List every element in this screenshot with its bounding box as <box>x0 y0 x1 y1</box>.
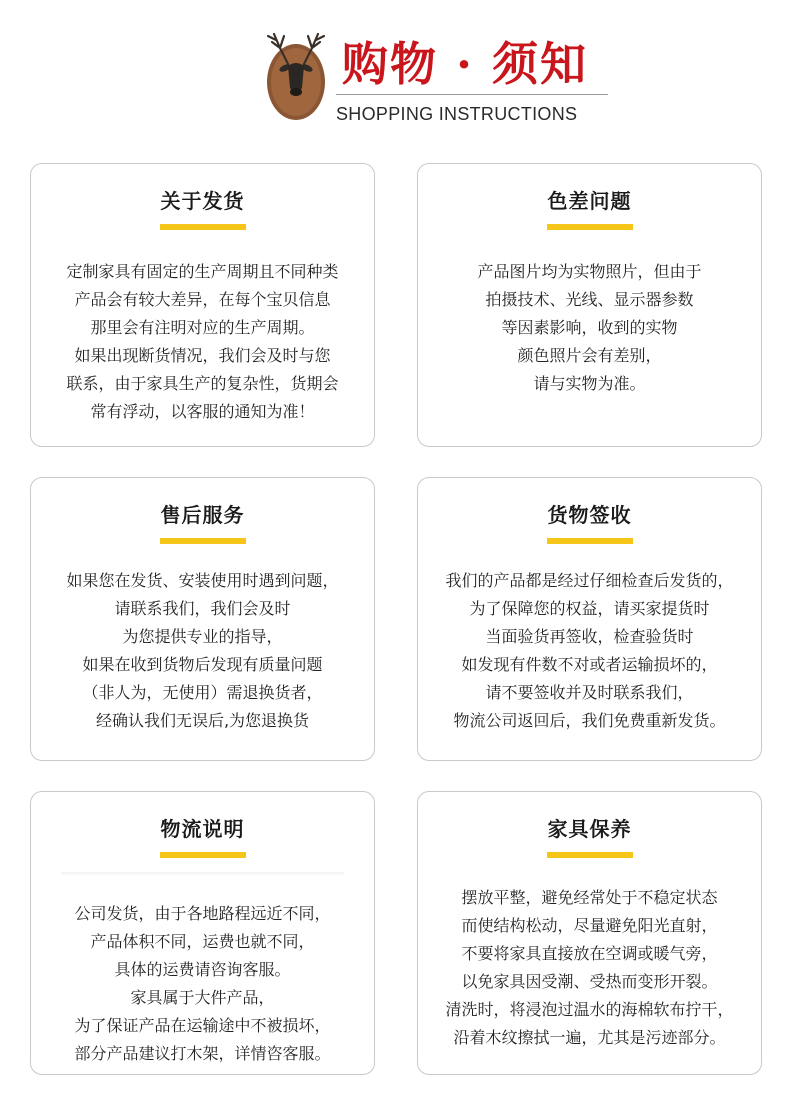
card-title-underline <box>160 852 246 858</box>
card-text-line: 颜色照片会有差别， <box>517 346 662 365</box>
card-title: 家具保养 <box>547 817 632 841</box>
card-text-line: 请不要签收并及时联系我们， <box>485 683 694 702</box>
card-text-line: （非人为，无使用）需退换货者， <box>82 683 323 702</box>
card-body <box>418 258 761 398</box>
card-text-line: 常有浮动，以客服的通知为准！ <box>90 402 315 421</box>
card-text-line: 如果在收到货物后发现有质量问题 <box>82 655 323 674</box>
card-text-line: 如果您在发货、安装使用时遇到问题， <box>66 571 339 590</box>
card-text-line: 那里会有注明对应的生产周期。 <box>90 318 315 337</box>
card-body <box>31 567 374 735</box>
card-body <box>418 884 761 1052</box>
card-shipping <box>30 163 375 447</box>
card-body <box>31 258 374 426</box>
card-after-sales <box>30 477 375 761</box>
card-text-line: 如果出现断货情况，我们会及时与您 <box>74 346 331 365</box>
card-furniture-care <box>417 791 762 1075</box>
card-text-line: 而使结构松动，尽量避免阳光直射， <box>461 916 718 935</box>
card-text-line: 请与实物为准。 <box>533 374 646 393</box>
card-title: 色差问题 <box>547 189 632 213</box>
card-text-line: 为了保障您的权益，请买家提货时 <box>469 599 710 618</box>
card-body <box>31 900 374 1068</box>
card-text-line: 经确认我们无误后,为您退换货 <box>95 711 310 730</box>
card-text-line: 产品体积不同，运费也就不同， <box>90 932 315 951</box>
card-delivery-signoff <box>417 477 762 761</box>
card-text-line: 如发现有件数不对或者运输损坏的， <box>461 655 718 674</box>
card-text-line: 定制家具有固定的生产周期且不同种类 <box>66 262 339 281</box>
card-text-line: 不要将家具直接放在空调或暖气旁， <box>461 944 718 963</box>
card-text-line: 部分产品建议打木架，详情咨客服。 <box>74 1044 331 1063</box>
card-title: 售后服务 <box>160 503 245 527</box>
card-text-line: 产品图片均为实物照片，但由于 <box>477 262 702 281</box>
card-text-line: 等因素影响，收到的实物 <box>501 318 678 337</box>
card-text-line: 摆放平整，避免经常处于不稳定状态 <box>461 888 718 907</box>
card-title-underline <box>160 538 246 544</box>
card-text-line: 清洗时，将浸泡过温水的海棉软布拧干， <box>445 1000 734 1019</box>
card-text-line: 公司发货，由于各地路程远近不同， <box>74 904 331 923</box>
card-text-line: 我们的产品都是经过仔细检查后发货的， <box>445 571 734 590</box>
card-text-line: 物流公司返回后，我们免费重新发货。 <box>453 711 726 730</box>
card-title-underline <box>547 224 633 230</box>
card-text-line: 产品会有较大差异，在每个宝贝信息 <box>74 290 331 309</box>
deer-head-trophy-icon <box>258 14 334 126</box>
card-title-underline <box>547 538 633 544</box>
page-title: 购物 · 须知 <box>342 37 589 91</box>
card-text-line: 具体的运费请咨询客服。 <box>114 960 291 979</box>
card-title-underline <box>547 852 633 858</box>
title-divider <box>336 94 608 95</box>
card-text-line: 拍摄技术、光线、显示器参数 <box>485 290 694 309</box>
card-text-line: 为您提供专业的指导， <box>122 627 283 646</box>
card-body <box>418 567 761 735</box>
card-title: 物流说明 <box>160 817 245 841</box>
card-text-line: 家具属于大件产品， <box>130 988 275 1007</box>
card-text-line: 请联系我们，我们会及时 <box>114 599 291 618</box>
card-color-difference <box>417 163 762 447</box>
card-text-line: 沿着木纹擦拭一遍，尤其是污迹部分。 <box>453 1028 726 1047</box>
card-title-underline <box>160 224 246 230</box>
page-subtitle: SHOPPING INSTRUCTIONS <box>336 104 578 124</box>
card-text-line: 以免家具因受潮、受热而变形开裂。 <box>461 972 718 991</box>
header <box>0 0 790 140</box>
card-text-line: 联系，由于家具生产的复杂性，货期会 <box>66 374 339 393</box>
card-text-line: 为了保证产品在运输途中不被损坏， <box>74 1016 331 1035</box>
card-title: 关于发货 <box>160 189 245 213</box>
card-text-line: 当面验货再签收，检查验货时 <box>485 627 694 646</box>
card-logistics <box>30 791 375 1075</box>
card-title: 货物签收 <box>547 503 632 527</box>
divider <box>61 872 344 876</box>
